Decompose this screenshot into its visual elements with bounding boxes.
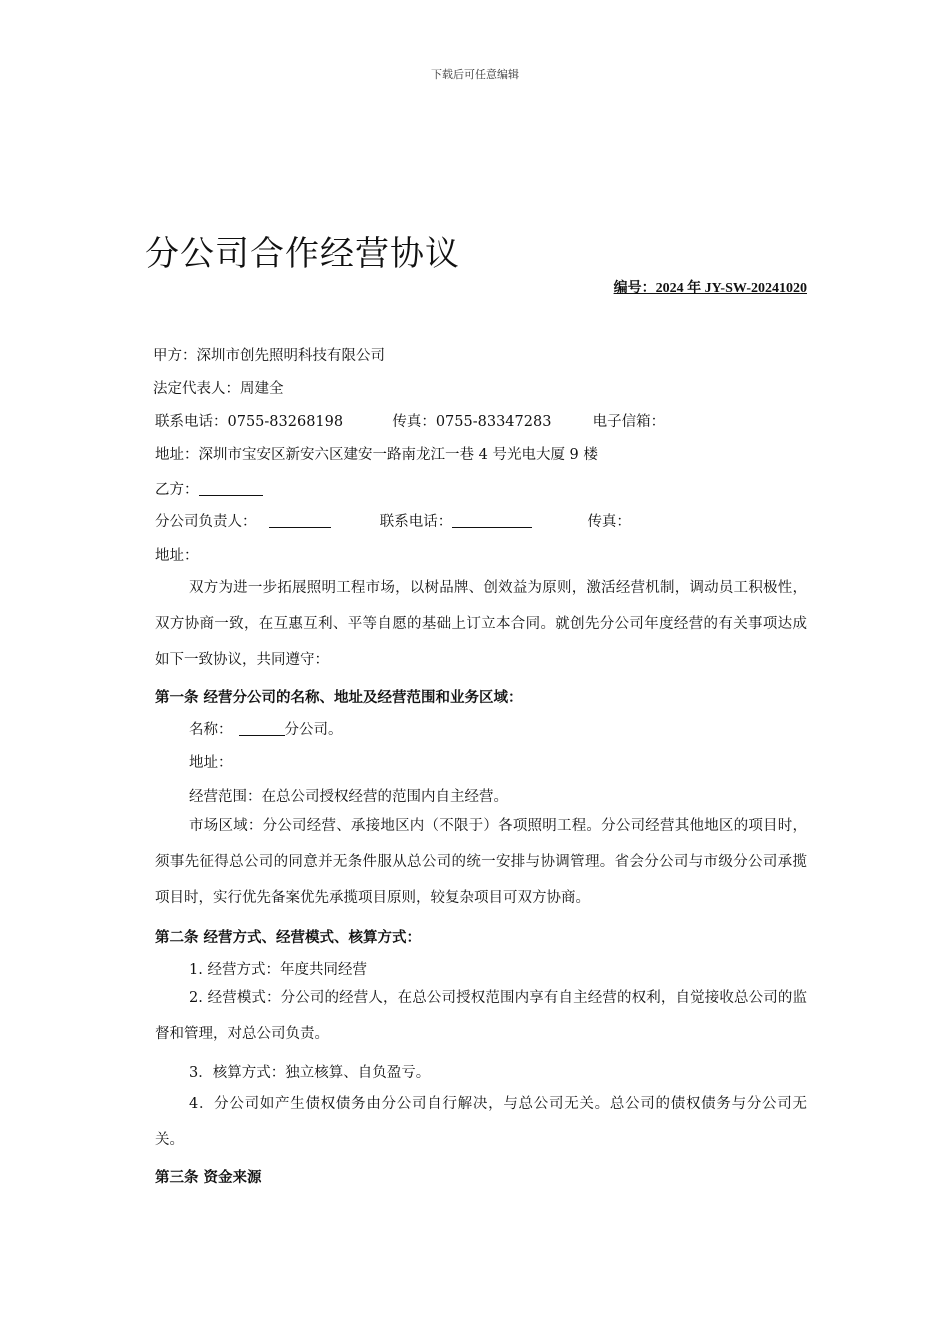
manager-label: 分公司负责人： [155,514,257,530]
market-area-paragraph: 市场区域：分公司经营、承接地区内（不限于）各项照明工程。分公司经营其他地区的项目时，须事先征得总公司的同意并无条件服从总公司的统一安排与协调管理。省会分公司与市级分公司承揽项目时，实行优先备案优先承揽项目原则，较复杂项目可双方协商。 [155,818,807,906]
business-scope-line: 经营范围：在总公司授权经营的范围内自主经营。 [189,789,508,805]
party-b-phone-blank[interactable] [452,513,532,528]
branch-name-line [189,718,343,739]
branch-name-blank[interactable] [239,721,285,736]
branch-address-label: 地址： [189,755,233,771]
article-1-heading: 第一条 经营分公司的名称、地址及经营范围和业务区域： [155,690,523,706]
branch-name-suffix: 分公司。 [284,722,343,738]
party-a-line [153,344,385,365]
party-b-line [155,478,263,499]
legal-rep-name: 周建全 [240,381,284,397]
party-b-address-line [155,544,199,565]
legal-rep-line [153,377,284,398]
party-a-address-line [155,443,598,464]
header-note: 下载后可任意编辑 [431,68,519,81]
party-a-contact-line [155,410,665,431]
party-b-contact-line [155,510,631,531]
fax-value: 0755-83347283 [435,414,552,430]
address-label: 地址： [155,447,199,463]
party-b-fax-label: 传真： [587,514,631,530]
legal-rep-label: 法定代表人： [153,381,240,397]
email-label: 电子信箱： [592,414,666,430]
phone-label: 联系电话： [155,414,228,430]
document-number: 编号：2024 年 JY-SW-20241020 [613,281,807,296]
party-a-name: 深圳市创先照明科技有限公司 [196,348,385,364]
article-2-item-4: 4．分公司如产生债权债务由分公司自行解决，与总公司无关。总公司的债权债务与分公司无关。 [155,1096,807,1148]
branch-address-line [189,751,233,772]
party-a-label: 甲方： [153,348,197,364]
branch-name-label: 名称： [189,722,233,738]
document-title: 分公司合作经营协议 [145,234,460,274]
party-b-label: 乙方： [155,482,199,498]
party-b-address-label: 地址： [155,548,199,564]
article-2-item-1: 1. 经营方式：年度共同经营 [189,962,367,978]
fax-label: 传真： [392,414,436,430]
party-b-phone-label: 联系电话： [379,514,453,530]
article-2-item-3: 3．核算方式：独立核算、自负盈亏。 [189,1065,431,1081]
party-b-name-blank[interactable] [199,481,263,496]
article-2-heading: 第二条 经营方式、经营模式、核算方式： [155,930,422,946]
phone-value: 0755-83268198 [227,414,344,430]
manager-blank[interactable] [269,513,331,528]
article-2-item-2: 2. 经营模式：分公司的经营人，在总公司授权范围内享有自主经营的权利，自觉接收总公司的监督和管理，对总公司负责。 [155,990,807,1042]
address-value: 深圳市宝安区新安六区建安一路南龙江一巷 4 号光电大厦 9 楼 [198,447,598,463]
preamble-paragraph: 双方为进一步拓展照明工程市场，以树品牌、创效益为原则，激活经营机制，调动员工积极性，双方协商一致，在互惠互利、平等自愿的基础上订立本合同。就创先分公司年度经营的有关事项达成如下一致协议，共同遵守： [155,580,807,668]
article-3-heading: 第三条 资金来源 [155,1170,262,1186]
